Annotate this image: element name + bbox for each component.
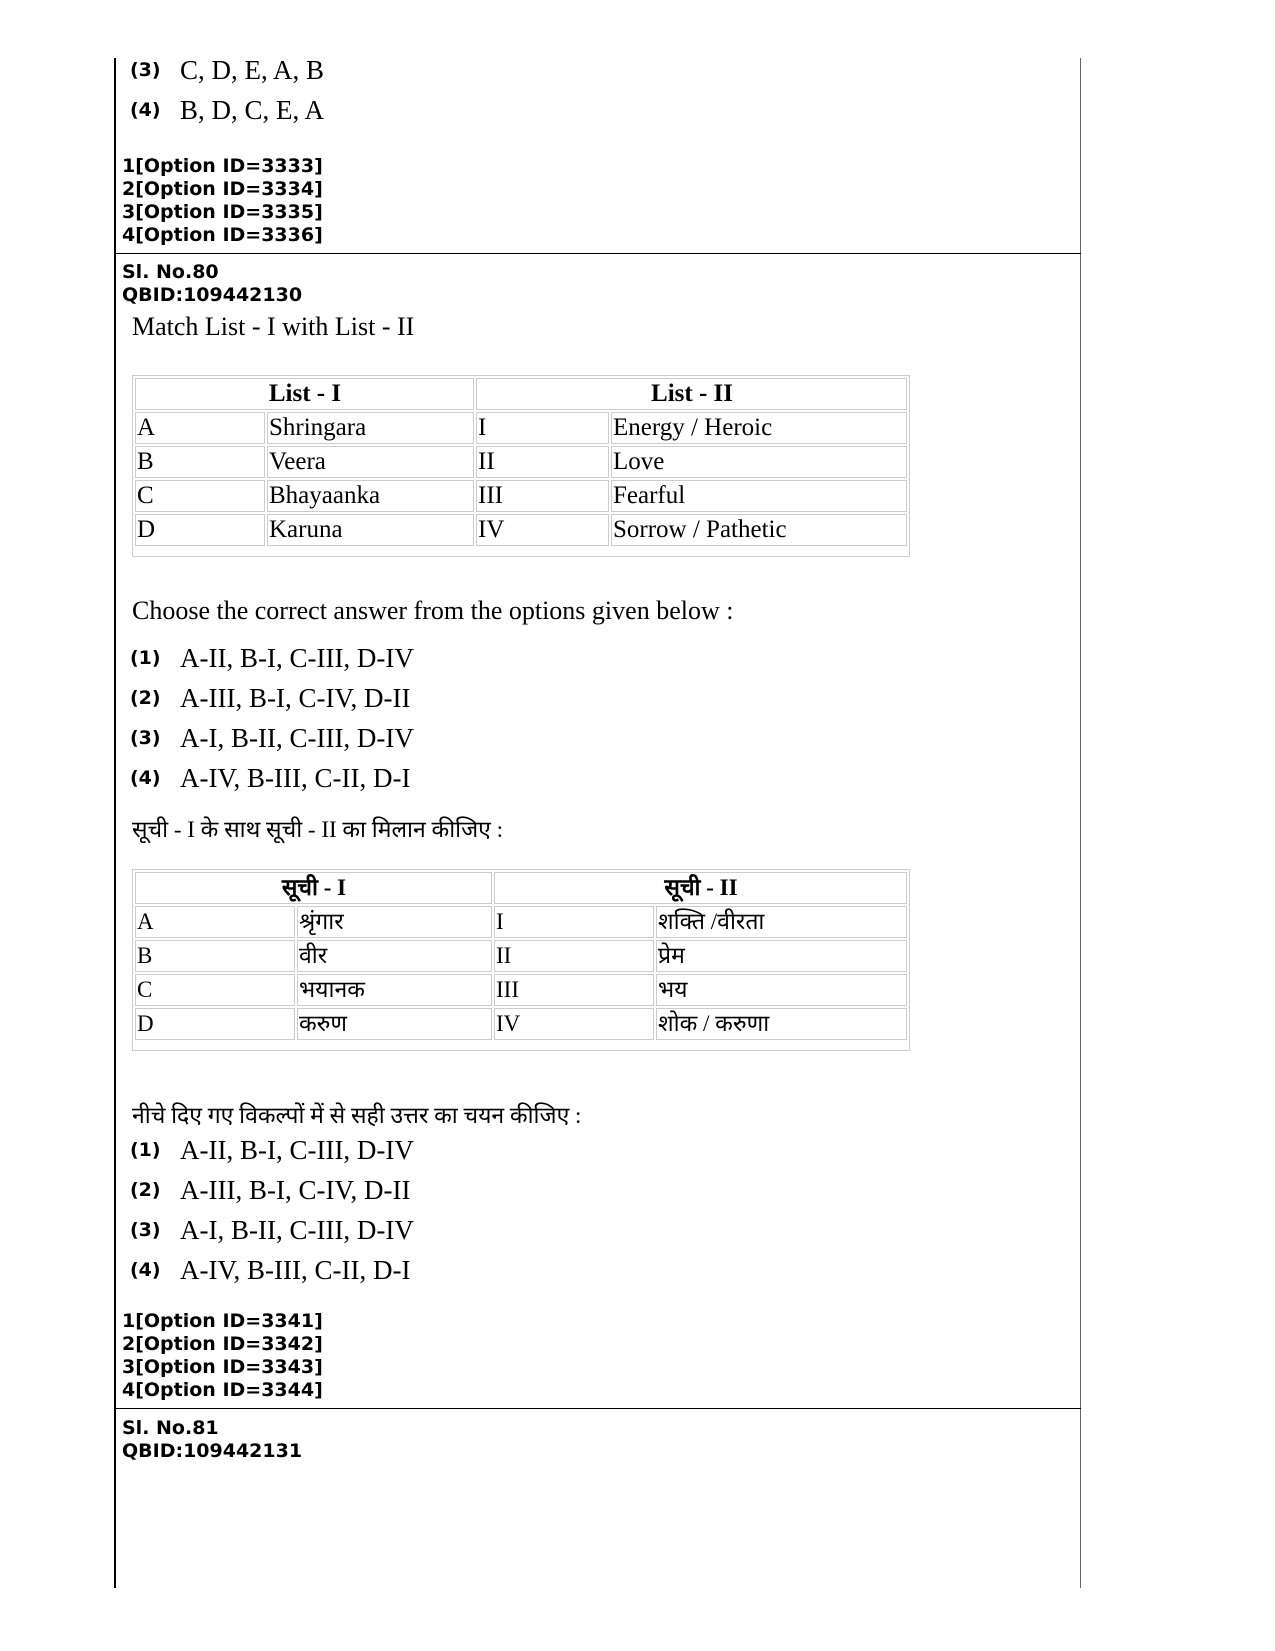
table-row bbox=[135, 412, 907, 444]
option-text: A-III, B-I, C-IV, D-II bbox=[180, 1174, 411, 1205]
cell: Energy / Heroic bbox=[611, 412, 907, 444]
cell: Love bbox=[611, 446, 907, 478]
option-id: 3[Option ID=3343] bbox=[122, 1356, 323, 1378]
option-id: 3[Option ID=3335] bbox=[122, 201, 323, 223]
qbid: QBID:109442130 bbox=[122, 284, 303, 306]
option-id: 2[Option ID=3342] bbox=[122, 1333, 323, 1355]
option-id: 4[Option ID=3336] bbox=[122, 224, 323, 246]
table-row bbox=[135, 906, 907, 938]
table-row bbox=[135, 446, 907, 478]
cell: I bbox=[494, 906, 654, 938]
q81-header bbox=[122, 1417, 302, 1463]
option-number: (4) bbox=[130, 767, 161, 789]
option-number: (3) bbox=[130, 727, 161, 749]
option-text: C, D, E, A, B bbox=[180, 54, 325, 85]
list-1-header: List - I bbox=[135, 378, 474, 410]
option-text: A-II, B-I, C-III, D-IV bbox=[180, 1134, 414, 1165]
option-number: (1) bbox=[130, 1139, 161, 1161]
q80-instruction-hindi: नीचे दिए गए विकल्पों में से सही उत्तर का चयन कीजिए : bbox=[132, 1103, 582, 1128]
serial-number: Sl. No.80 bbox=[122, 261, 219, 283]
question-divider bbox=[114, 1408, 1081, 1409]
q80-option-2 bbox=[130, 680, 410, 716]
question-divider bbox=[114, 253, 1081, 254]
option-number: (3) bbox=[130, 1219, 161, 1241]
page-frame-right bbox=[1080, 58, 1081, 1588]
option-text: A-III, B-I, C-IV, D-II bbox=[180, 682, 411, 713]
cell: IV bbox=[476, 514, 609, 546]
cell: B bbox=[135, 446, 265, 478]
table-row bbox=[135, 514, 907, 546]
prev-option-3 bbox=[130, 52, 324, 88]
list-2-header: सूची - II bbox=[494, 872, 907, 904]
q80-option-1 bbox=[130, 640, 414, 676]
table-spacer-row bbox=[135, 1042, 907, 1048]
q80-stem-hindi: सूची - I के साथ सूची - II का मिलान कीजिए : bbox=[132, 817, 504, 842]
option-id: 2[Option ID=3334] bbox=[122, 178, 323, 200]
q80-match-table-hindi bbox=[132, 869, 910, 1051]
option-text: A-IV, B-III, C-II, D-I bbox=[180, 1254, 411, 1285]
q80-header bbox=[122, 261, 302, 307]
spacer-cell bbox=[135, 1042, 907, 1048]
cell: Fearful bbox=[611, 480, 907, 512]
cell: B bbox=[135, 940, 295, 972]
option-number: (2) bbox=[130, 1179, 161, 1201]
q80-option-3 bbox=[130, 720, 414, 756]
list-2-header: List - II bbox=[476, 378, 907, 410]
cell: भय bbox=[656, 974, 907, 1006]
option-number: (3) bbox=[130, 59, 161, 81]
option-text: A-I, B-II, C-III, D-IV bbox=[180, 1214, 414, 1245]
cell: प्रेम bbox=[656, 940, 907, 972]
cell: D bbox=[135, 514, 265, 546]
table-row bbox=[135, 480, 907, 512]
q80-option-ids bbox=[122, 1310, 323, 1402]
table-spacer-row bbox=[135, 548, 907, 554]
table-row bbox=[135, 1008, 907, 1040]
cell: C bbox=[135, 974, 295, 1006]
list-1-header: सूची - I bbox=[135, 872, 492, 904]
cell: शोक / करुणा bbox=[656, 1008, 907, 1040]
cell: IV bbox=[494, 1008, 654, 1040]
q80-stem-english: Match List - I with List - II bbox=[132, 312, 415, 341]
table-row bbox=[135, 940, 907, 972]
table-header-row bbox=[135, 378, 907, 410]
cell: D bbox=[135, 1008, 295, 1040]
cell: Karuna bbox=[267, 514, 474, 546]
option-number: (4) bbox=[130, 99, 161, 121]
prev-option-4 bbox=[130, 92, 324, 128]
option-text: A-IV, B-III, C-II, D-I bbox=[180, 762, 411, 793]
q80-instruction-english: Choose the correct answer from the options given below : bbox=[132, 596, 734, 625]
cell: I bbox=[476, 412, 609, 444]
option-id: 4[Option ID=3344] bbox=[122, 1379, 323, 1401]
cell: Bhayaanka bbox=[267, 480, 474, 512]
table-row bbox=[135, 974, 907, 1006]
cell: शक्ति /वीरता bbox=[656, 906, 907, 938]
q80-hindi-option-1 bbox=[130, 1132, 414, 1168]
q80-hindi-option-3 bbox=[130, 1212, 414, 1248]
cell: श्रृंगार bbox=[297, 906, 492, 938]
option-number: (2) bbox=[130, 687, 161, 709]
q80-hindi-option-2 bbox=[130, 1172, 410, 1208]
q80-match-table-english bbox=[132, 375, 910, 557]
cell: भयानक bbox=[297, 974, 492, 1006]
q80-hindi-option-4 bbox=[130, 1252, 410, 1288]
option-number: (4) bbox=[130, 1259, 161, 1281]
cell: II bbox=[494, 940, 654, 972]
option-text: A-I, B-II, C-III, D-IV bbox=[180, 722, 414, 753]
option-id: 1[Option ID=3341] bbox=[122, 1310, 323, 1332]
spacer-cell bbox=[135, 548, 907, 554]
prev-option-ids bbox=[122, 155, 323, 247]
serial-number: Sl. No.81 bbox=[122, 1417, 219, 1439]
cell: Veera bbox=[267, 446, 474, 478]
cell: Shringara bbox=[267, 412, 474, 444]
cell: III bbox=[494, 974, 654, 1006]
cell: वीर bbox=[297, 940, 492, 972]
cell: Sorrow / Pathetic bbox=[611, 514, 907, 546]
cell: C bbox=[135, 480, 265, 512]
table-header-row bbox=[135, 872, 907, 904]
q80-option-4 bbox=[130, 760, 410, 796]
page-frame-left bbox=[114, 58, 116, 1588]
cell: III bbox=[476, 480, 609, 512]
cell: करुण bbox=[297, 1008, 492, 1040]
option-number: (1) bbox=[130, 647, 161, 669]
option-id: 1[Option ID=3333] bbox=[122, 155, 323, 177]
cell: II bbox=[476, 446, 609, 478]
cell: A bbox=[135, 412, 265, 444]
option-text: A-II, B-I, C-III, D-IV bbox=[180, 642, 414, 673]
qbid: QBID:109442131 bbox=[122, 1440, 303, 1462]
option-text: B, D, C, E, A bbox=[180, 94, 325, 125]
cell: A bbox=[135, 906, 295, 938]
